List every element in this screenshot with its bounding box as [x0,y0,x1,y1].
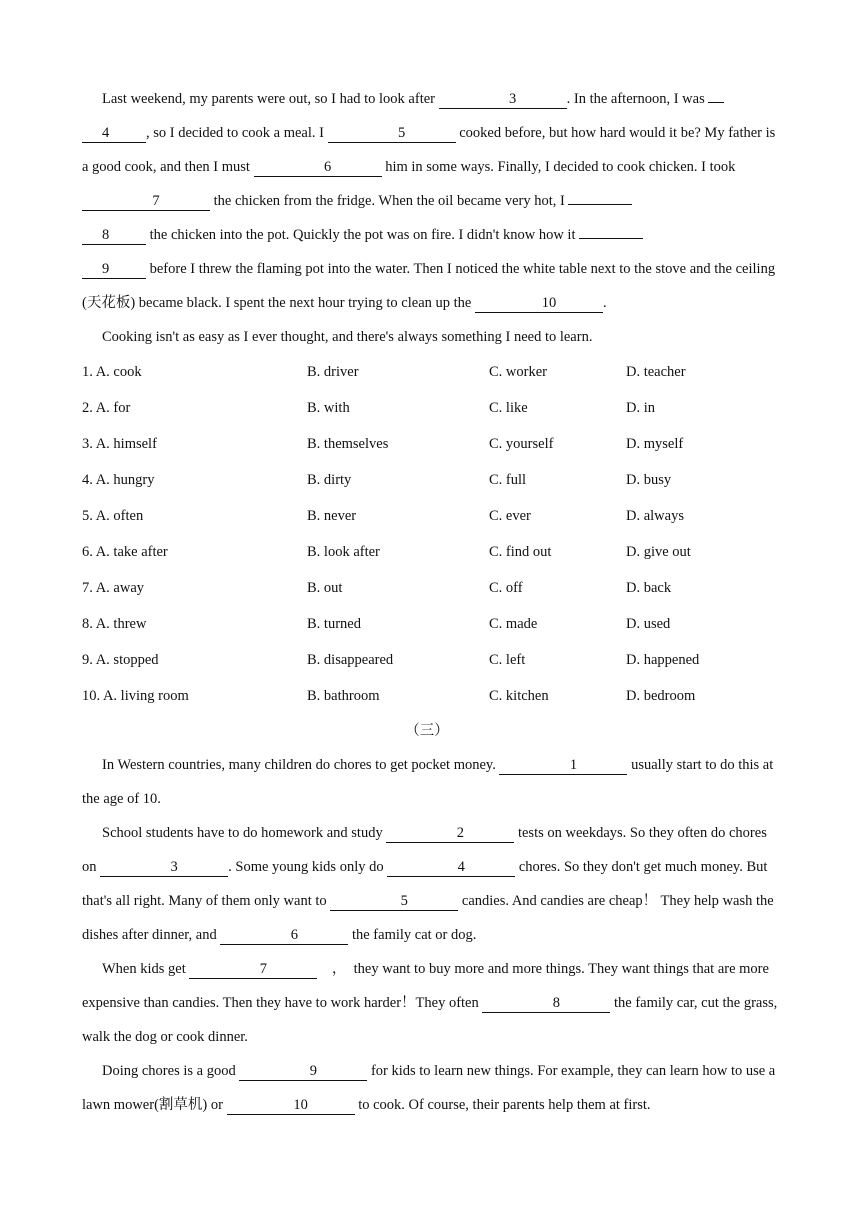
option-choice[interactable]: 9. A. stopped [82,651,159,668]
option-choice[interactable]: D. bedroom [626,687,696,704]
text: . In the afternoon, I was [566,91,709,107]
option-choice[interactable]: 4. A. hungry [82,471,155,488]
text: the family cat or dog. [348,927,477,943]
option-choice[interactable]: D. used [626,615,671,632]
option-row [82,390,782,426]
blank-1[interactable]: 1 [499,757,627,775]
text: cooked before, but how hard would it be? My father is a good cook, and then I must [82,125,776,175]
text: tests on weekdays. So they often do chores on [82,825,767,875]
blank-8[interactable]: 8 [82,227,146,245]
blank-4a[interactable] [708,85,724,103]
option-row [82,534,782,570]
option-choice[interactable]: D. give out [626,543,691,560]
option-choice[interactable]: B. with [307,399,350,416]
passage1-paragraph1 [82,82,782,320]
option-choice[interactable]: C. off [489,579,523,596]
option-choice[interactable]: C. made [489,615,538,632]
blank-8[interactable]: 8 [482,995,610,1013]
blank-9[interactable]: 9 [239,1063,367,1081]
passage2-paragraph1 [82,748,782,816]
blank-9a[interactable] [579,221,643,239]
blank-9[interactable]: 9 [82,261,146,279]
text: ， they want to buy more and more things. They want things that are more expensive than candies. Then they have to work harder！They often [82,961,769,1011]
option-choice[interactable]: 6. A. take after [82,543,168,560]
option-choice[interactable]: B. bathroom [307,687,380,704]
worksheet-content [82,82,782,1122]
option-row [82,354,782,390]
section-title: （三） [405,723,449,739]
passage2-paragraph4 [82,1054,782,1122]
text: the family car, cut the grass, walk the dog or cook dinner. [82,995,778,1045]
text: the chicken from the fridge. When the oil became very hot, I [210,193,569,209]
option-choice[interactable]: D. always [626,507,684,524]
option-row [82,678,782,714]
text: , so I decided to cook a meal. I [146,125,328,141]
text: . Some young kids only do [228,859,388,875]
option-row [82,606,782,642]
option-row [82,570,782,606]
options-list [82,354,782,714]
text: him in some ways. Finally, I decided to cook chicken. I took [381,159,736,175]
option-choice[interactable]: C. full [489,471,527,488]
option-row [82,426,782,462]
option-choice[interactable]: B. turned [307,615,361,632]
text: the chicken into the pot. Quickly the pot was on fire. I didn't know how it [146,227,580,243]
text: Doing chores is a good [102,1063,240,1079]
text: . [603,295,607,311]
blank-2[interactable]: 2 [386,825,514,843]
option-choice[interactable]: B. out [307,579,343,596]
text: When kids get [102,961,190,977]
option-choice[interactable]: D. in [626,399,655,416]
blank-10[interactable]: 10 [227,1097,355,1115]
blank-7[interactable]: 7 [82,193,210,211]
option-choice[interactable]: C. ever [489,507,531,524]
option-choice[interactable]: D. teacher [626,363,686,380]
option-choice[interactable]: C. find out [489,543,552,560]
option-choice[interactable]: D. happened [626,651,700,668]
option-choice[interactable]: B. dirty [307,471,352,488]
option-choice[interactable]: B. look after [307,543,380,560]
option-choice[interactable]: B. themselves [307,435,389,452]
option-choice[interactable]: 7. A. away [82,579,145,596]
text: to cook. Of course, their parents help them at first. [354,1097,651,1113]
option-choice[interactable]: D. myself [626,435,684,452]
option-choice[interactable]: 5. A. often [82,507,144,524]
option-choice[interactable]: 2. A. for [82,399,131,416]
text: before I threw the flaming pot into the water. Then I noticed the white table next to the stove and the ceiling (天花板) became black. I spent the next hour trying to clean up the [82,261,776,311]
option-choice[interactable]: 10. A. living room [82,687,189,704]
option-choice[interactable]: C. yourself [489,435,554,452]
option-choice[interactable]: C. left [489,651,526,668]
passage2-paragraph3 [82,952,782,1054]
option-choice[interactable]: D. back [626,579,672,596]
passage2-paragraph2 [82,816,782,952]
text: School students have to do homework and study [102,825,387,841]
passage1-paragraph2: Cooking isn't as easy as I ever thought, and there's always something I need to learn. [102,329,593,345]
option-choice[interactable]: C. worker [489,363,547,380]
blank-6[interactable]: 6 [220,927,348,945]
blank-3[interactable]: 3 [100,859,228,877]
option-row [82,498,782,534]
blank-10[interactable]: 10 [475,295,603,313]
option-choice[interactable]: 1. A. cook [82,363,142,380]
text: chores. So they don't get much money. But that's all right. Many of them only want to [82,859,768,909]
blank-4[interactable]: 4 [387,859,515,877]
blank-3[interactable]: 3 [439,91,567,109]
text: In Western countries, many children do chores to get pocket money. [102,757,500,773]
option-choice[interactable]: D. busy [626,471,672,488]
blank-8a[interactable] [568,187,632,205]
option-choice[interactable]: B. disappeared [307,651,394,668]
option-choice[interactable]: C. like [489,399,528,416]
blank-7[interactable]: 7 [189,961,317,979]
blank-5[interactable]: 5 [330,893,458,911]
option-choice[interactable]: C. kitchen [489,687,549,704]
blank-6[interactable]: 6 [254,159,382,177]
option-choice[interactable]: B. driver [307,363,359,380]
option-row [82,462,782,498]
text: candies. And candies are cheap！ They help wash the dishes after dinner, and [82,893,774,943]
blank-4[interactable]: 4 [82,125,146,143]
text: Last weekend, my parents were out, so I had to look after [102,91,439,107]
option-choice[interactable]: 8. A. threw [82,615,147,632]
option-row [82,642,782,678]
text: for kids to learn new things. For example, they can learn how to use a lawn mower(割草机) or [82,1063,776,1113]
option-choice[interactable]: 3. A. himself [82,435,157,452]
option-choice[interactable]: B. never [307,507,357,524]
blank-5[interactable]: 5 [328,125,456,143]
text: usually start to do this at the age of 10. [82,757,774,807]
